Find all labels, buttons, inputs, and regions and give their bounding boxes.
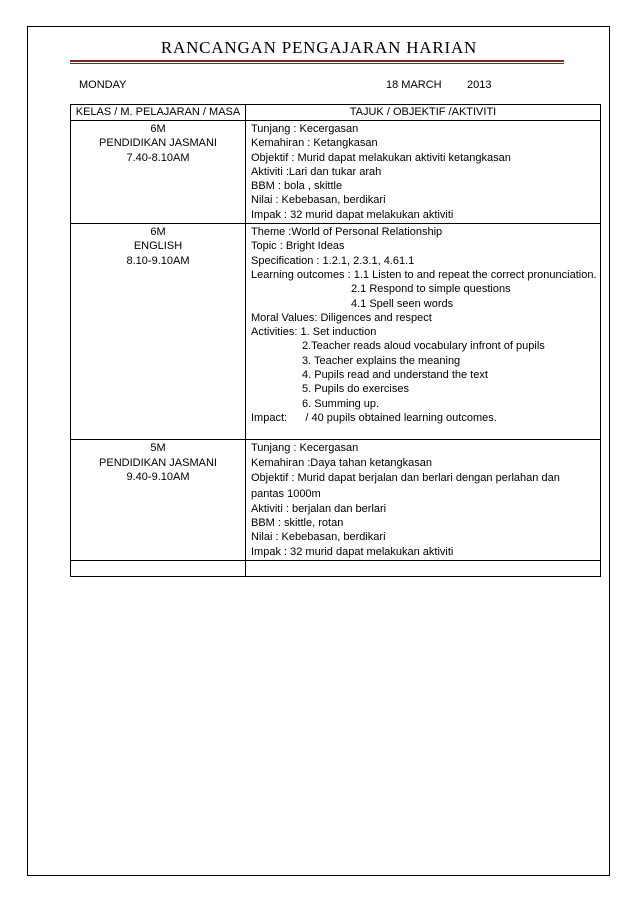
topic-line: Objektif : Murid dapat melakukan aktiviti ketangkasan <box>251 151 511 164</box>
topic-line: Theme :World of Personal Relationship <box>251 226 443 239</box>
time-slot: 8.10-9.10AM <box>126 254 190 267</box>
column-header-topic: TAJUK / OBJEKTIF /AKTIVITI <box>246 105 601 121</box>
topic-line: Kemahiran : Ketangkasan <box>251 137 378 150</box>
class-name: 6M <box>150 226 166 239</box>
topic-line: Impak : 32 murid dapat melakukan aktiviti <box>251 545 454 558</box>
class-cell <box>71 121 246 224</box>
topic-line: Tunjang : Kecergasan <box>251 442 359 455</box>
topic-line: Objektif : Murid dapat berjalan dan berlari dengan perlahan dan pantas 1000m <box>251 471 560 500</box>
topic-line: 3. Teacher explains the meaning <box>302 354 461 367</box>
date-label: 18 MARCH <box>386 79 442 91</box>
subject-name: PENDIDIKAN JASMANI <box>99 137 217 150</box>
table-header-row <box>71 105 601 121</box>
document-title: RANCANGAN PENGAJARAN HARIAN <box>160 38 478 57</box>
empty-cell <box>246 561 601 577</box>
year-label: 2013 <box>467 79 492 91</box>
topic-line: Impak : 32 murid dapat melakukan aktiviti <box>251 208 454 221</box>
subject-name: PENDIDIKAN JASMANI <box>99 456 217 469</box>
table-row-empty <box>71 561 601 577</box>
column-header-class: KELAS / M. PELAJARAN / MASA <box>71 105 246 121</box>
topic-line: Impact: / 40 pupils obtained learning outcomes. <box>251 411 497 424</box>
topic-line: Tunjang : Kecergasan <box>251 123 359 135</box>
class-name: 6M <box>150 123 166 135</box>
topic-line: 4. Pupils read and understand the text <box>302 369 488 382</box>
topic-cell <box>246 121 601 224</box>
time-slot: 9.40-9.10AM <box>126 470 190 483</box>
empty-cell <box>71 561 246 577</box>
topic-line: 5. Pupils do exercises <box>302 383 409 396</box>
day-label: MONDAY <box>79 79 127 91</box>
lesson-plan-table <box>70 104 601 577</box>
topic-line: Learning outcomes : 1.1 Listen to and repeat the correct pronunciation. <box>251 268 597 281</box>
class-cell <box>71 440 246 561</box>
topic-line: 2.1 Respond to simple questions <box>351 283 511 296</box>
topic-line: Topic : Bright Ideas <box>251 240 345 253</box>
title-underline <box>70 60 564 62</box>
time-slot: 7.40-8.10AM <box>126 151 190 164</box>
table-row <box>71 440 601 561</box>
topic-line: BBM : skittle, rotan <box>251 517 344 530</box>
class-name: 5M <box>150 442 166 455</box>
topic-line: 2.Teacher reads aloud vocabulary infront of pupils <box>302 340 545 353</box>
topic-line: 6. Summing up. <box>302 397 380 410</box>
class-cell <box>71 224 246 440</box>
topic-line: Specification : 1.2.1, 2.3.1, 4.61.1 <box>251 254 415 267</box>
topic-line: 4.1 Spell seen words <box>351 297 454 310</box>
title-underline-thin <box>70 63 564 64</box>
topic-cell <box>246 224 601 440</box>
topic-line: Kemahiran :Daya tahan ketangkasan <box>251 456 433 469</box>
table-row <box>71 121 601 224</box>
topic-line: Activities: 1. Set induction <box>251 326 377 339</box>
topic-line: BBM : bola , skittle <box>251 180 343 193</box>
topic-line: Nilai : Kebebasan, berdikari <box>251 531 386 544</box>
topic-line: Moral Values: Diligences and respect <box>251 311 432 324</box>
topic-line: Aktiviti : berjalan dan berlari <box>251 502 387 515</box>
topic-line: Nilai : Kebebasan, berdikari <box>251 194 386 207</box>
table-row <box>71 224 601 440</box>
topic-line: Aktiviti :Lari dan tukar arah <box>251 165 382 178</box>
subject-name: ENGLISH <box>133 240 183 253</box>
topic-cell <box>246 440 601 561</box>
